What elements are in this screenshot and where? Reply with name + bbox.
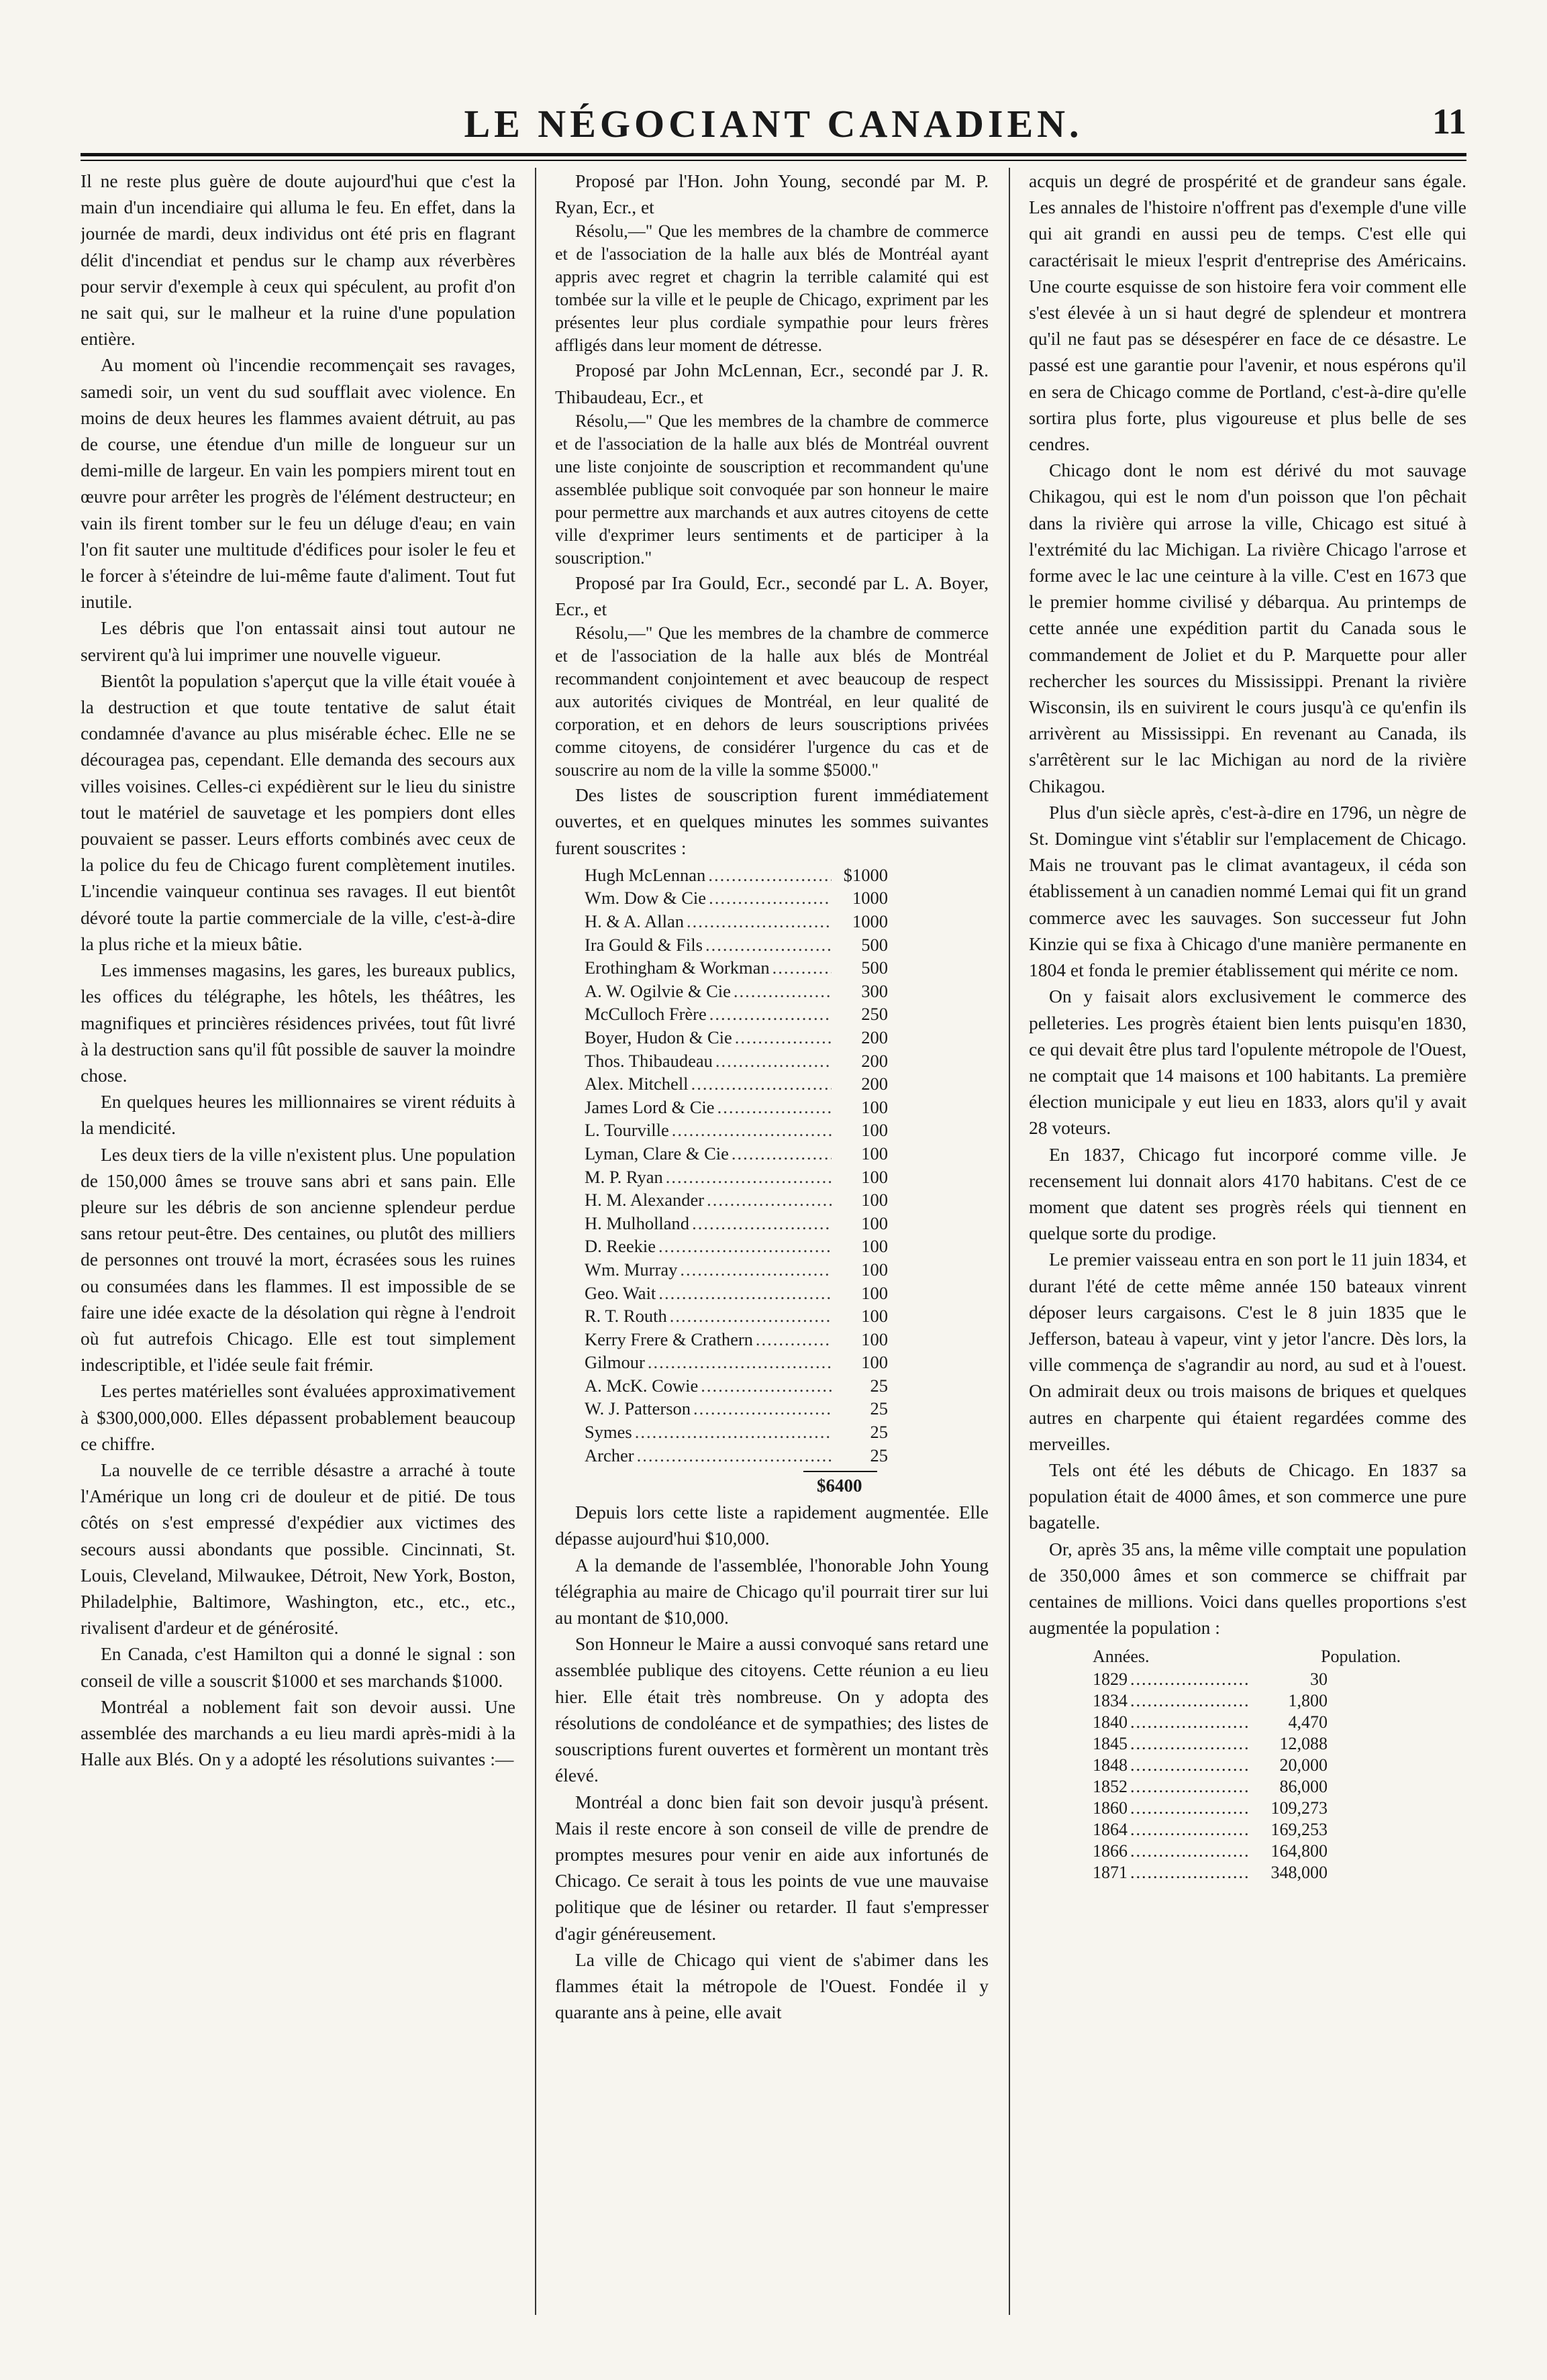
motion: Proposé par l'Hon. John Young, secondé par M. P. Ryan, Ecr., et [555, 170, 989, 218]
subscription-amount: 1000 [852, 888, 888, 909]
subscriber-name: Erothingham & Workman [585, 958, 770, 978]
column-1 [81, 168, 515, 2315]
leader-dots [1130, 1733, 1251, 1755]
population-table [1029, 1645, 1466, 1883]
leader-dots [1130, 1862, 1251, 1883]
subscription-row [555, 980, 989, 1003]
subscription-row [555, 1420, 989, 1444]
leader-dots [680, 1258, 832, 1282]
population-table-header [1029, 1645, 1466, 1669]
paragraph: Plus d'un siècle après, c'est-à-dire en 1796, un nègre de St. Domingue vint s'établir sur l'emplacement de Chicago. Mais ne trouvant pas le climat avantageux, il céda son établissement à un canadien nommé Lemai qui fit un grand commerce avec les sauvages. Son successeur fut John Kinzie qui se fixa à Chicago d'une manière permanente en 1804 et fonda le premier établissement qui mérite ce nom. [1029, 801, 1466, 981]
motion: Proposé par John McLennan, Ecr., secondé par J. R. Thibaudeau, Ecr., et [555, 360, 989, 407]
subscription-amount: 1000 [852, 911, 888, 932]
subscription-amount: 25 [870, 1445, 888, 1465]
subscriber-name: Thos. Thibaudeau [585, 1050, 713, 1071]
paragraph: La ville de Chicago qui vient de s'abimer dans les flammes était la métropole de l'Ouest. Fondée il y quarante ans à peine, elle avait [555, 1949, 989, 2023]
population-value: 164,800 [1270, 1841, 1328, 1861]
resolution: Résolu,—" Que les membres de la chambre de commerce et de l'association de la halle aux blés de Montréal ouvrent une liste conjointe de souscription et recommandent qu'une assemblée publique soit convoquée par son honneur le maire pour permettre aux marchands et aux autres citoyens de cette ville d'exprimer leurs sentiments et de participer à la souscription." [555, 411, 989, 568]
subscriber-name: Symes [585, 1422, 632, 1443]
population-year: 1834 [1093, 1691, 1128, 1711]
subscriber-name: Gilmour [585, 1352, 645, 1373]
subscription-amount: $1000 [843, 864, 888, 885]
leader-dots [691, 1072, 832, 1096]
subscription-amount: 100 [861, 1120, 888, 1141]
subscription-amount: 100 [861, 1236, 888, 1257]
population-year: 1860 [1093, 1798, 1128, 1818]
leader-dots [1130, 1819, 1251, 1841]
subscriber-name: Archer [585, 1445, 634, 1465]
subscriber-name: Wm. Dow & Cie [585, 888, 707, 909]
population-row [1029, 1690, 1466, 1712]
paragraph: Montréal a donc bien fait son devoir jusqu'à présent. Mais il reste encore à son conseil de ville de prendre de promptes mesures pour venir en aide aux infortunés de Chicago. Ce serait à tous les points de vue une mauvaise politique que de lésiner ou retarder. Il faut s'empresser d'agir généreusement. [555, 1791, 989, 1944]
subscription-amount: 300 [861, 980, 888, 1001]
paragraph: On y faisait alors exclusivement le commerce des pelleteries. Les progrès étaient bien lents puisqu'en 1830, ce qui devait être plus tard l'opulente métropole de l'Ouest, ne comptait que 14 maisons et 100 habitants. La première élection municipale y eut lieu en 1833, alors qu'il y avait 28 voteurs. [1029, 986, 1466, 1139]
subscription-row [555, 1049, 989, 1073]
subscriber-name: Ira Gould & Fils [585, 934, 703, 955]
population-year: 1864 [1093, 1820, 1128, 1840]
population-value: 12,088 [1279, 1734, 1328, 1754]
leader-dots [635, 1420, 832, 1444]
subscription-row [555, 864, 989, 887]
subscriber-name: Geo. Wait [585, 1282, 656, 1303]
leader-dots [735, 1026, 832, 1049]
paragraph: Les deux tiers de la ville n'existent plus. Une population de 150,000 âmes se trouve sans abri et sans pain. Elle pleure sur les débris de son ancienne splendeur perdue sans retour peut-être. Des centaines, ou plutôt des milliers de personnes ont trouvé la mort, écrasées sous les ruines ou consumées dans les flammes. Il est impossible de se faire une idée exacte de la désolation qui règne à l'endroit où fut autrefois Chicago. Elle est tout simplement indescriptible, et l'idée seule fait frémir. [81, 1143, 515, 1376]
subscriptions-total: $6400 [817, 1476, 862, 1496]
leader-dots [1130, 1798, 1251, 1819]
paragraph: A la demande de l'assemblée, l'honorable John Young télégraphia au maire de Chicago qu'il pourrait tirer sur lui au montant de $10,000. [555, 1554, 989, 1628]
subscription-row [555, 1212, 989, 1235]
leader-dots [1130, 1755, 1251, 1776]
subscriber-name: A. McK. Cowie [585, 1375, 699, 1396]
subscription-row [555, 1444, 989, 1467]
leader-dots [701, 1374, 832, 1398]
subscription-amount: 100 [861, 1166, 888, 1187]
leader-dots [658, 1282, 832, 1305]
paragraph: Des listes de souscription furent immédiatement ouvertes, et en quelques minutes les sommes suivantes furent souscrites : [555, 784, 989, 858]
subscription-amount: 25 [870, 1398, 888, 1419]
subscriber-name: A. W. Ogilvie & Cie [585, 980, 731, 1001]
subscriber-name: Wm. Murray [585, 1259, 678, 1280]
leader-dots [756, 1328, 832, 1351]
resolution: Résolu,—" Que les membres de la chambre de commerce et de l'association de la halle aux blés de Montréal recommandent conjointement et avec beaucoup de respect aux autorités civiques de Montréal, en leur qualité de corporation, et en dehors de leurs souscriptions privées comme citoyens, de considérer l'urgence du cas et de souscrire au nom de la ville la somme $5000." [555, 623, 989, 780]
page-number: 11 [1432, 101, 1466, 142]
population-year: 1866 [1093, 1841, 1128, 1861]
column-divider [535, 168, 536, 2315]
subscription-amount: 100 [861, 1096, 888, 1117]
subscription-row [555, 956, 989, 980]
population-rows [1029, 1669, 1466, 1883]
paragraph: Or, après 35 ans, la même ville comptait une population de 350,000 âmes et son commerce se chiffrait par centaines de millions. Voici dans quelles proportions s'est augmentée la population : [1029, 1538, 1466, 1639]
subscription-row [555, 1119, 989, 1142]
population-value: 1,800 [1288, 1691, 1328, 1711]
subscription-amount: 100 [861, 1212, 888, 1233]
subscription-row [555, 910, 989, 933]
leader-dots [717, 1096, 832, 1119]
leader-dots [707, 1188, 832, 1212]
subscriber-name: L. Tourville [585, 1120, 669, 1141]
masthead-rule-thin [81, 160, 1466, 161]
leader-dots [1130, 1841, 1251, 1862]
population-row [1029, 1755, 1466, 1776]
subscriber-name: Kerry Frere & Crathern [585, 1329, 753, 1349]
paragraph: Tels ont été les débuts de Chicago. En 1837 sa population était de 4000 âmes, et son commerce une pure bagatelle. [1029, 1459, 1466, 1533]
subscription-row [555, 1096, 989, 1119]
leader-dots [705, 933, 832, 957]
paragraph: Montréal a noblement fait son devoir aussi. Une assemblée des marchands a eu lieu mardi après-midi à la Halle aux Blés. On y a adopté les résolutions suivantes :— [81, 1696, 515, 1770]
subscription-row [555, 1397, 989, 1420]
subscription-row [555, 1235, 989, 1258]
subscriber-name: Boyer, Hudon & Cie [585, 1027, 732, 1047]
subscriber-name: McCulloch Frère [585, 1004, 707, 1025]
paragraph: En 1837, Chicago fut incorporé comme ville. Je recensement lui donnait alors 4170 habitans. C'est de ce moment que datent ses progrès réels qui tiennent en quelque sorte du prodige. [1029, 1143, 1466, 1244]
subscription-amount: 200 [861, 1027, 888, 1047]
subscription-row [555, 1282, 989, 1305]
subscription-amount: 200 [861, 1050, 888, 1071]
resolution: Résolu,—" Que les membres de la chambre de commerce et de l'association de la halle aux blés de Montréal ayant appris avec regret et chagrin la terrible calamité qui est tombée sur la ville et le peuple de Chicago, expriment par les présentes leur plus cordiale sympathie pour leurs frères affligés dans leur moment de détresse. [555, 221, 989, 356]
leader-dots [672, 1119, 832, 1142]
subscriber-name: H. Mulholland [585, 1212, 690, 1233]
population-row [1029, 1776, 1466, 1798]
population-value: 20,000 [1279, 1755, 1328, 1775]
subscriber-name: H. & A. Allan [585, 911, 684, 932]
population-row [1029, 1862, 1466, 1883]
paragraph: En quelques heures les millionnaires se virent réduits à la mendicité. [81, 1091, 515, 1139]
column-2 [555, 168, 989, 2315]
subscription-amount: 25 [870, 1422, 888, 1443]
subscription-amount: 100 [861, 1352, 888, 1373]
population-value: 86,000 [1279, 1777, 1328, 1797]
population-row [1029, 1712, 1466, 1733]
population-value: 4,470 [1288, 1712, 1328, 1732]
leader-dots [637, 1444, 832, 1467]
masthead-rule-thick [81, 153, 1466, 156]
masthead [81, 86, 1466, 146]
population-year: 1840 [1093, 1712, 1128, 1732]
leader-dots [709, 1002, 832, 1026]
leader-dots [1130, 1669, 1251, 1690]
paragraph: Au moment où l'incendie recommençait ses ravages, samedi soir, un vent du sud soufflait avec violence. En moins de deux heures les flammes avaient détruit, au pas de course, une étendue d'un mille de longueur sur un demi-mille de largeur. En vain les pompiers mirent tout en œuvre pour arrêter les progrès de l'élément destructeur; en vain ils firent tomber sur le feu un déluge d'eau; en vain l'on fit sauter une multitude d'édifices pour isoler le feu et le forcer à s'éteindre de lui-même faute d'aliment. Tout fut inutile. [81, 354, 515, 613]
population-row [1029, 1798, 1466, 1819]
subscription-row [555, 1166, 989, 1189]
leader-dots [732, 1142, 832, 1166]
subscription-row [555, 1002, 989, 1026]
subscription-row [555, 1142, 989, 1166]
subscription-amount: 200 [861, 1074, 888, 1094]
paragraph: Le premier vaisseau entra en son port le 11 juin 1834, et durant l'été de cette même année 150 bateaux vinrent déposer leurs cargaisons. C'est le 8 juin 1835 que le Jefferson, bateau à vapeur, vint y jetor l'ancre. Dès lors, la ville commença de s'agrandir au nord, au sud et à l'ouest. On admirait deux ou trois maisons de briques et quelques autres en charpente qui étaient regardées comme des merveilles. [1029, 1249, 1466, 1454]
paragraph: La nouvelle de ce terrible désastre a arraché à toute l'Amérique un long cri de douleur et de pitié. De tous côtés on s'est empressé d'expédier aux victimes des secours aussi abondants que possible. Cincinnati, St. Louis, Cleveland, Milwaukee, Détroit, New York, Boston, Philadelphie, Baltimore, Washington, etc., etc., etc., rivalisent d'ardeur et de générosité. [81, 1459, 515, 1639]
leader-dots [658, 1235, 832, 1258]
subscription-amount: 100 [861, 1259, 888, 1280]
subscription-row [555, 1258, 989, 1282]
years-header: Années. [1093, 1647, 1150, 1667]
population-year: 1845 [1093, 1734, 1128, 1754]
leader-dots [648, 1351, 832, 1374]
subscription-amount: 100 [861, 1306, 888, 1327]
columns [81, 168, 1466, 2315]
motion: Proposé par Ira Gould, Ecr., secondé par L. A. Boyer, Ecr., et [555, 572, 989, 620]
paragraph: Son Honneur le Maire a aussi convoqué sans retard une assemblée publique des citoyens. Cette réunion a eu lieu hier. Elle était très nombreuse. On y adopta des résolutions de condoléance et de sympathies; des listes de souscriptions furent ouvertes et formèrent un montant très élevé. [555, 1633, 989, 1786]
subscription-amount: 25 [870, 1375, 888, 1396]
subscription-row [555, 1304, 989, 1328]
subscription-list [555, 864, 989, 1467]
paragraph: Depuis lors cette liste a rapidement augmentée. Elle dépasse aujourd'hui $10,000. [555, 1502, 989, 1549]
subscription-row [555, 886, 989, 910]
paragraph: Bientôt la population s'aperçut que la ville était vouée à la destruction et que toute tentative de salut était condamnée d'avance au plus misérable échec. Elle ne se découragea pas, cependant. Elle demanda des secours aux villes voisines. Celles-ci expédièrent sur le lieu du sinistre tout le matériel de sauvetage et les pompiers dont elles pouvaient se passer. Leurs efforts combinés avec ceux de la police du feu de Chicago furent complètement inutiles. L'incendie vainqueur continua ses ravages. Il eut bientôt dévoré toute la partie commerciale de la ville, c'est-à-dire la plus riche et la mieux bâtie. [81, 670, 515, 954]
subscription-amount: 250 [861, 1004, 888, 1025]
population-year: 1848 [1093, 1755, 1128, 1775]
subscription-row [555, 1351, 989, 1374]
subscription-row [555, 1374, 989, 1398]
leader-dots [715, 1049, 832, 1073]
subscription-amount: 500 [861, 934, 888, 955]
population-value: 169,253 [1270, 1820, 1328, 1840]
subscription-amount: 100 [861, 1190, 888, 1210]
subscriber-name: Alex. Mitchell [585, 1074, 689, 1094]
paragraph: acquis un degré de prospérité et de grandeur sans égale. Les annales de l'histoire n'offrent pas d'exemple d'une ville qui ait grandi en aussi peu de temps. C'est elle qui caractérisait le mieux l'esprit d'entreprise des Américains. Une courte esquisse de son histoire fera voir comment elle s'est élevée à un si haut degré de splendeur et montrera qu'il ne faut pas se désespérer en face de ce désastre. Le passé est une garantie pour l'avenir, et nous espérons qu'il en sera de Chicago comme de Portland, c'est-à-dire qu'elle sortira plus forte, plus vigoureuse et plus belle de ses cendres. [1029, 170, 1466, 455]
paragraph: Chicago dont le nom est dérivé du mot sauvage Chikagou, qui est le nom d'un poisson que l'on pêchait dans la rivière qui arrose la ville, Chicago est situé à l'extrémité du lac Michigan. La rivière Chicago l'arrose et forme avec le lac une ceinture à la ville. C'est en 1673 que le premier homme civilisé y débarqua. Au printemps de cette année une expédition partit du Canada sous le commandement de Joliet et du P. Marquette pour aller rechercher les sources du Mississippi. Prenant la rivière Wisconsin, ils en suivirent le cours jusqu'à ce qu'enfin ils arrivèrent au Mississippi. En revenant au Canada, ils s'arrêtèrent sur le lac Michigan au nord de la rivière Chikagou. [1029, 460, 1466, 796]
subscription-amount: 100 [861, 1282, 888, 1303]
leader-dots [1130, 1690, 1251, 1712]
population-row [1029, 1669, 1466, 1690]
population-year: 1852 [1093, 1777, 1128, 1797]
leader-dots [1130, 1776, 1251, 1798]
subscription-row [555, 933, 989, 957]
leader-dots [708, 864, 832, 887]
population-value: 348,000 [1270, 1863, 1328, 1883]
column-3 [1029, 168, 1466, 2315]
subscription-row [555, 1072, 989, 1096]
leader-dots [692, 1212, 832, 1235]
leader-dots [666, 1166, 832, 1189]
paragraph: Les débris que l'on entassait ainsi tout autour ne servirent qu'à lui imprimer une nouvelle vigueur. [81, 617, 515, 665]
subscriber-name: D. Reekie [585, 1236, 656, 1257]
leader-dots [687, 910, 832, 933]
column-divider [1009, 168, 1010, 2315]
population-row [1029, 1819, 1466, 1841]
population-year: 1871 [1093, 1863, 1128, 1883]
subscriber-name: R. T. Routh [585, 1306, 667, 1327]
leader-dots [772, 956, 832, 980]
leader-dots [693, 1397, 832, 1420]
subscriber-name: H. M. Alexander [585, 1190, 705, 1210]
population-value: 30 [1310, 1669, 1328, 1690]
paragraph: Les pertes matérielles sont évaluées approximativement à $300,000,000. Elles dépassent probablement beaucoup ce chiffre. [81, 1380, 515, 1454]
population-year: 1829 [1093, 1669, 1128, 1690]
subscription-amount: 100 [861, 1329, 888, 1349]
leader-dots [1130, 1712, 1251, 1733]
subscriber-name: M. P. Ryan [585, 1166, 663, 1187]
paragraph: Il ne reste plus guère de doute aujourd'hui que c'est la main d'un incendiaire qui alluma le feu. En effet, dans la journée de mardi, deux individus ont été pris en flagrant délit d'incendiat et pendus sur le champ aux réverbères pour servir d'exemple à ceux qui spéculent, au profit d'on ne sait qui, sur le malheur et la ruine d'une population entière. [81, 170, 515, 350]
subscription-amount: 100 [861, 1143, 888, 1163]
leader-dots [734, 980, 832, 1003]
subscription-row [555, 1188, 989, 1212]
subscriber-name: W. J. Patterson [585, 1398, 691, 1419]
paragraph: En Canada, c'est Hamilton qui a donné le signal : son conseil de ville a souscrit $1000 et ses marchands $1000. [81, 1643, 515, 1691]
subscription-row [555, 1026, 989, 1049]
population-header: Population. [1321, 1647, 1401, 1667]
subscriber-name: Hugh McLennan [585, 864, 706, 885]
population-value: 109,273 [1270, 1798, 1328, 1818]
paragraph: Les immenses magasins, les gares, les bureaux publics, les offices du télégraphe, les hôtels, les théâtres, les magnifiques et princières résidences privées, tout fût livré à la destruction sans qu'il fût possible de sauver la moindre chose. [81, 960, 515, 1086]
population-row [1029, 1733, 1466, 1755]
leader-dots [709, 886, 832, 910]
newspaper-title: LE NÉGOCIANT CANADIEN. [464, 102, 1083, 146]
subscription-amount: 500 [861, 958, 888, 978]
subscriber-name: James Lord & Cie [585, 1096, 715, 1117]
leader-dots [670, 1304, 832, 1328]
subscription-row [555, 1328, 989, 1351]
subscriber-name: Lyman, Clare & Cie [585, 1143, 729, 1163]
population-row [1029, 1841, 1466, 1862]
